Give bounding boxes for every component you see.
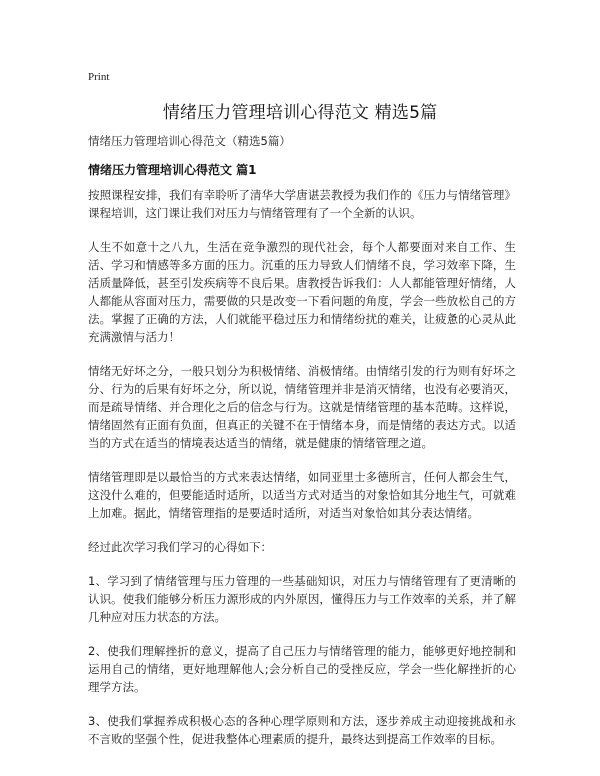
document-subtitle: 情绪压力管理培训心得范文（精选5篇）: [88, 134, 291, 148]
print-link[interactable]: Print: [88, 71, 110, 83]
document-title: 情绪压力管理培训心得范文 精选5篇: [162, 103, 438, 123]
paragraph-pressure: 人生不如意十之八九，生活在竞争激烈的现代社会，每个人都要面对来自工作、生活、学习和情感等多方面的压力。沉重的压力导致人们情绪不良，学习效率下降，生活质量降低，甚至引发疾病等不良后果。唐教授告诉我们：人人都能管理好情绪，人人都能从容面对压力，需要做的只是改变一下看问题的角度，学会一些放松自己的方法。掌握了正确的方法，人们就能平稳过压力和情绪纷扰的难关，让疲惫的心灵从此充满激情与活力！: [88, 240, 516, 344]
paragraph-takeaways-intro: 经过此次学习我们学习的心得如下：: [88, 540, 272, 554]
paragraph-emotion-management: 情绪管理即是以最恰当的方式来表达情绪，如同亚里士多德所言，任何人都会生气，这没什么难的，但要能适时适所，以适当方式对适当的对象恰如其分地生气，可就难上加难。据此，情绪管理指的是要适时适所，对适当对象恰如其分表达情绪。: [88, 470, 516, 520]
paragraph-takeaway-2: 2、使我们理解挫折的意义，提高了自己压力与情绪管理的能力，能够更好地控制和运用自己的情绪，更好地理解他人;会分析自己的受挫反应，学会一些化解挫折的心理学方法。: [88, 644, 516, 694]
section-heading: 情绪压力管理培训心得范文 篇1: [88, 163, 257, 177]
paragraph-emotion-types: 情绪无好坏之分，一般只划分为积极情绪、消极情绪。由情绪引发的行为则有好坏之分、行为的后果有好坏之分，所以说，情绪管理并非是消灭情绪，也没有必要消灭，而是疏导情绪、并合理化之后的信念与行为。这就是情绪管理的基本范畴。这样说，情绪固然有正面有负面，但真正的关键不在于情绪本身，而是情绪的表达方式。以适当的方式在适当的情境表达适当的情绪，就是健康的情绪管理之道。: [88, 364, 516, 450]
paragraph-takeaway-3: 3、使我们掌握养成积极心态的各种心理学原则和方法，逐步养成主动迎接挑战和永不言败的坚强个性，促进我整体心理素质的提升，最终达到提高工作效率的目标。: [88, 714, 516, 746]
paragraph-takeaway-1: 1、学习到了情绪管理与压力管理的一些基础知识，对压力与情绪管理有了更清晰的认识。使我们能够分析压力源形成的内外原因，懂得压力与工作效率的关系，并了解几种应对压力状态的方法。: [88, 574, 516, 624]
paragraph-intro: 按照课程安排，我们有幸聆听了清华大学唐谌芸教授为我们作的《压力与情绪管理》课程培训，这门课让我们对压力与情绪管理有了一个全新的认识。: [88, 188, 516, 220]
body-text: [88, 186, 516, 764]
